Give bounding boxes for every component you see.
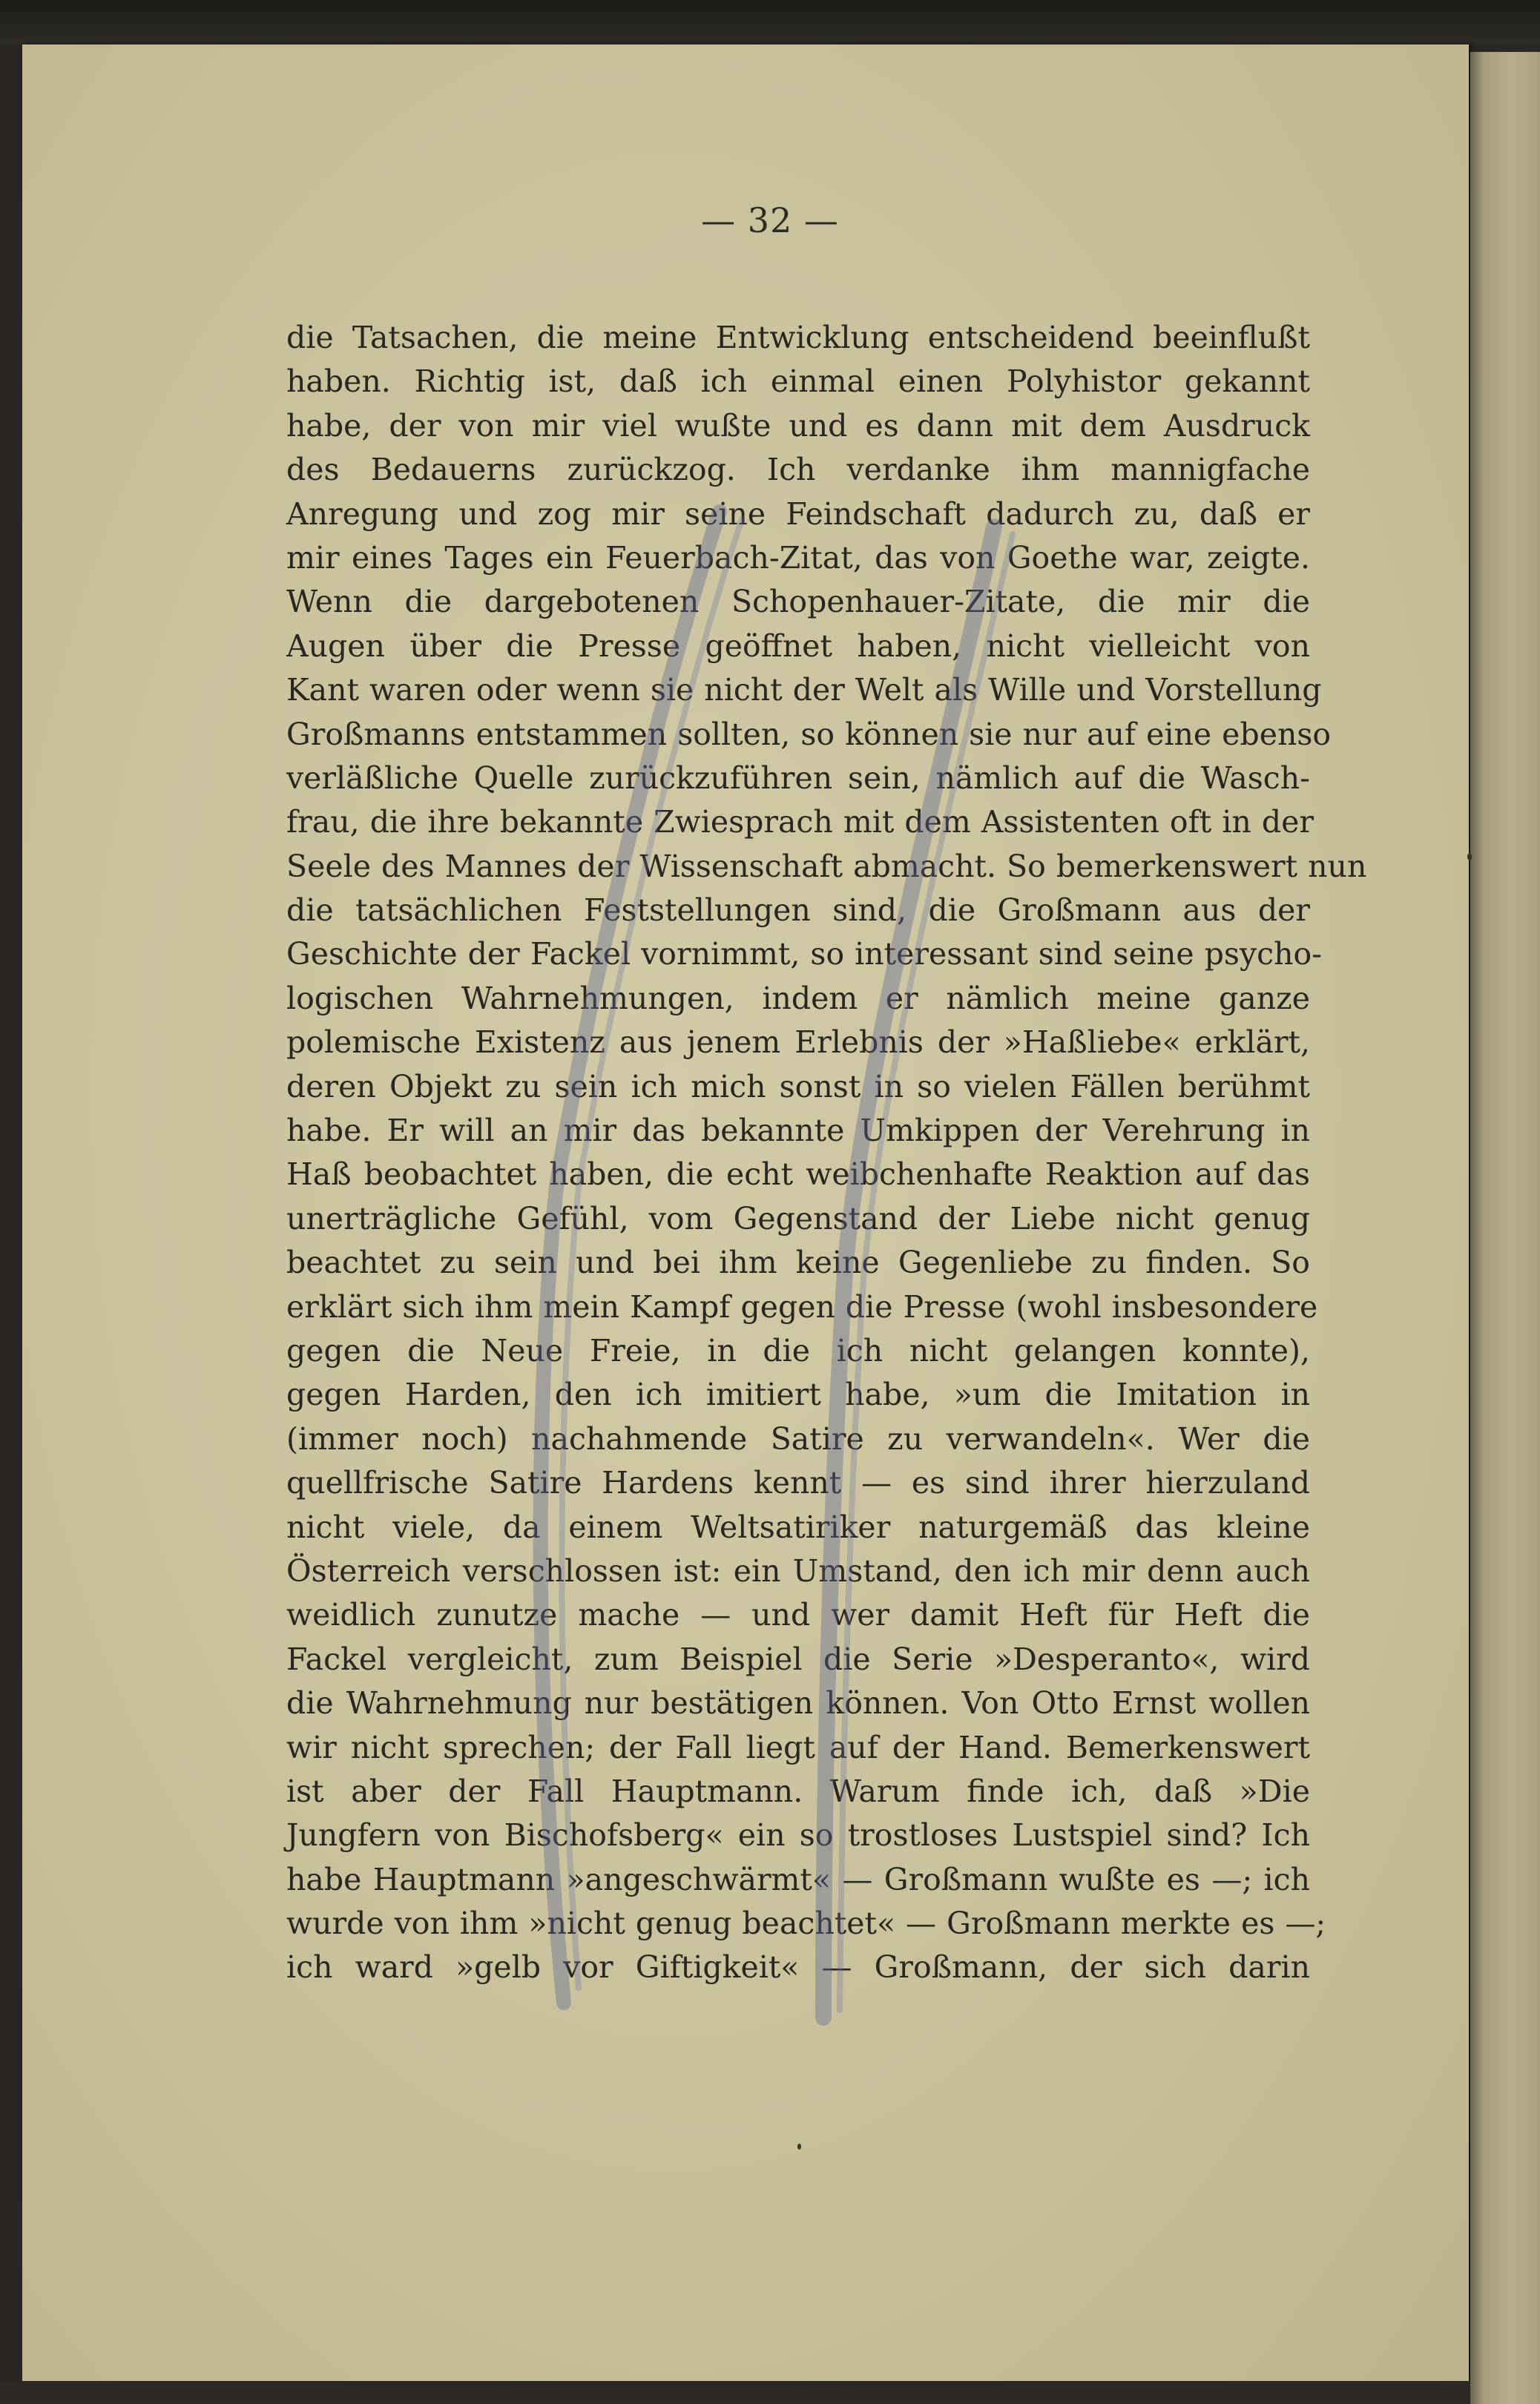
- text-line: Österreich verschlossen ist: ein Umstand, den ich mir denn auch: [286, 1552, 1310, 1589]
- text-line: Seele des Mannes der Wissenschaft abmacht. So bemerkenswert nun: [286, 848, 1367, 884]
- body-text: [286, 316, 1367, 1990]
- text-line: wurde von ihm »nicht genug beachtet« — Großmann merkte es —;: [286, 1906, 1326, 1942]
- text-line: Kant waren oder wenn sie nicht der Welt als Wille und Vorstellung: [286, 672, 1322, 708]
- text-line: nicht viele, da einem Weltsatiriker naturgemäß das kleine: [286, 1509, 1310, 1545]
- text-line: quellfrische Satire Hardens kennt — es sind ihrer hierzuland: [286, 1465, 1310, 1501]
- text-line: Geschichte der Fackel vornimmt, so interessant sind seine psycho-: [286, 936, 1323, 972]
- text-line: habe Hauptmann »angeschwärmt« — Großmann wußte es —; ich: [286, 1861, 1310, 1897]
- text-line: habe, der von mir viel wußte und es dann mit dem Ausdruck: [286, 407, 1310, 444]
- text-line: die tatsächlichen Feststellungen sind, die Großmann aus der: [286, 892, 1310, 929]
- text-line: gegen Harden, den ich imitiert habe, »um die Imitation in: [286, 1377, 1310, 1413]
- text-line: (immer noch) nachahmende Satire zu verwandeln«. Wer die: [286, 1420, 1310, 1457]
- text-line: ich ward »gelb vor Giftigkeit« — Großmann, der sich darin: [286, 1949, 1310, 1986]
- text-line: polemische Existenz aus jenem Erlebnis der »Haßliebe« erklärt,: [286, 1024, 1310, 1061]
- text-line: Wenn die dargebotenen Schopenhauer-Zitate, die mir die: [286, 584, 1310, 620]
- adjacent-page-edge: [1470, 52, 1540, 2404]
- text-line: die Tatsachen, die meine Entwicklung entscheidend beeinflußt: [286, 320, 1310, 355]
- text-line: verläßliche Quelle zurückzuführen sein, nämlich auf die Wasch-: [286, 760, 1310, 796]
- text-line: haben. Richtig ist, daß ich einmal einen Polyhistor gekannt: [286, 363, 1310, 400]
- text-line: Anregung und zog mir seine Feindschaft dadurch zu, daß er: [286, 495, 1310, 532]
- text-line: die Wahrnehmung nur bestätigen können. Von Otto Ernst wollen: [286, 1685, 1310, 1722]
- paper-speck: [797, 2144, 801, 2150]
- text-line: ist aber der Fall Hauptmann. Warum finde ich, daß »Die: [286, 1773, 1310, 1809]
- text-line: gegen die Neue Freie, in die ich nicht gelangen konnte),: [286, 1332, 1310, 1369]
- text-line: Haß beobachtet haben, die echt weibchenhafte Reaktion auf das: [286, 1156, 1310, 1193]
- scan-top-border: [0, 0, 1540, 45]
- text-line: logischen Wahrnehmungen, indem er nämlich meine ganze: [286, 980, 1310, 1016]
- scan-bottom-border: [0, 2381, 1470, 2404]
- text-line: erklärt sich ihm mein Kampf gegen die Presse (wohl insbesondere: [286, 1288, 1318, 1325]
- text-line: wir nicht sprechen; der Fall liegt auf der Hand. Bemerkenswert: [286, 1729, 1310, 1765]
- text-line: Jungfern von Bischofsberg« ein so trostloses Lustspiel sind? Ich: [286, 1817, 1310, 1854]
- text-line: habe. Er will an mir das bekannte Umkippen der Verehrung in: [286, 1113, 1310, 1149]
- text-line: Fackel vergleicht, zum Beispiel die Serie »Desperanto«, wird: [286, 1641, 1310, 1677]
- text-line: Augen über die Presse geöffnet haben, nicht vielleicht von: [286, 628, 1310, 664]
- text-line: weidlich zunutze mache — und wer damit Heft für Heft die: [286, 1597, 1310, 1633]
- text-line: mir eines Tages ein Feuerbach-Zitat, das von Goethe war, zeigte.: [286, 539, 1310, 576]
- page-number: — 32 —: [701, 200, 839, 240]
- text-line: unerträgliche Gefühl, vom Gegenstand der Liebe nicht genug: [286, 1200, 1310, 1236]
- paper-speck: [1467, 853, 1472, 860]
- text-line: deren Objekt zu sein ich mich sonst in so vielen Fällen berühmt: [286, 1068, 1310, 1104]
- text-line: beachtet zu sein und bei ihm keine Gegenliebe zu finden. So: [286, 1245, 1310, 1281]
- text-line: des Bedauerns zurückzog. Ich verdanke ihm mannigfache: [286, 452, 1310, 488]
- text-line: frau, die ihre bekannte Zwiesprach mit dem Assistenten oft in der: [286, 804, 1314, 840]
- text-line: Großmanns entstammen sollten, so können sie nur auf eine ebenso: [286, 716, 1332, 752]
